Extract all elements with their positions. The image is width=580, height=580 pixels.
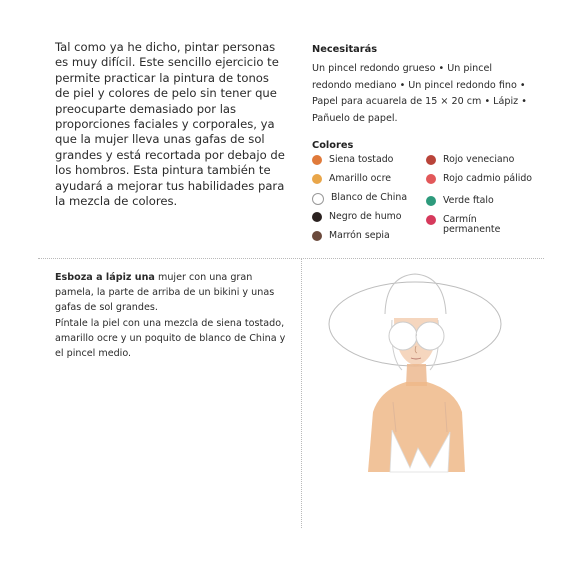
color-dot-icon <box>312 193 324 205</box>
color-swatch-item <box>426 196 536 215</box>
colors-left-column <box>312 155 427 250</box>
materials-list: Un pincel redondo grueso • Un pincel redondo mediano • Un pincel redondo fino • Papel para acuarela de 15 × 20 cm • Lápiz • Pañuelo de papel. <box>312 63 527 124</box>
step-text-1: mujer con una gran pamela, la parte de arriba de un bikini y unas gafas de sol grandes. <box>55 272 275 314</box>
color-swatch-item <box>312 155 427 174</box>
left-lens <box>389 322 417 350</box>
intro-paragraph: Tal como ya he dicho, pintar personas es muy difícil. Este sencillo ejercicio te permite practicar la pintura de tonos de piel y colores de pelo sin tener que preocuparte demasiado por las proporciones faciales y corporales, ya que la mujer lleva unas gafas de sol grandes y está recortada por debajo de los hombros. Esta pintura también te ayudará a mejorar tus habilidades para la mezcla de colores. <box>55 40 285 209</box>
color-swatch-item <box>312 174 427 193</box>
color-dot-icon <box>426 155 436 165</box>
color-swatch-item <box>426 215 536 241</box>
color-dot-icon <box>312 212 322 222</box>
color-dot-icon <box>426 215 436 225</box>
color-label: Rojo cadmio pálido <box>443 173 533 184</box>
colors-right-column <box>426 155 536 241</box>
materials-title: Necesitarás <box>312 44 378 55</box>
color-label: Rojo veneciano <box>443 154 515 165</box>
color-swatch-item <box>312 193 427 212</box>
materials-section <box>312 44 527 127</box>
watercolor-sketch-woman <box>310 262 535 487</box>
vertical-divider <box>301 258 302 528</box>
horizontal-divider <box>38 258 544 259</box>
colors-title: Colores <box>312 140 354 151</box>
color-label: Amarillo ocre <box>329 173 391 184</box>
color-swatch-item <box>312 231 427 250</box>
step-text-2: Píntale la piel con una mezcla de siena tostado, amarillo ocre y un poquito de blanco de China y el pincel medio. <box>55 317 286 360</box>
color-swatch-item <box>312 212 427 231</box>
color-label: Carmín permanente <box>443 214 501 235</box>
color-dot-icon <box>426 196 436 206</box>
color-label: Blanco de China <box>331 192 408 203</box>
color-dot-icon <box>312 174 322 184</box>
right-lens <box>416 322 444 350</box>
color-swatch-item <box>426 155 536 174</box>
color-dot-icon <box>426 174 436 184</box>
step-instructions <box>55 270 291 361</box>
color-label: Marrón sepia <box>329 230 390 241</box>
color-label: Siena tostado <box>329 154 394 165</box>
hat-crown <box>385 274 446 314</box>
color-swatch-item <box>426 174 536 196</box>
color-label: Verde ftalo <box>443 195 494 206</box>
color-label: Negro de humo <box>329 211 402 222</box>
color-dot-icon <box>312 231 322 241</box>
color-dot-icon <box>312 155 322 165</box>
step-lead: Esboza a lápiz una <box>55 272 155 283</box>
